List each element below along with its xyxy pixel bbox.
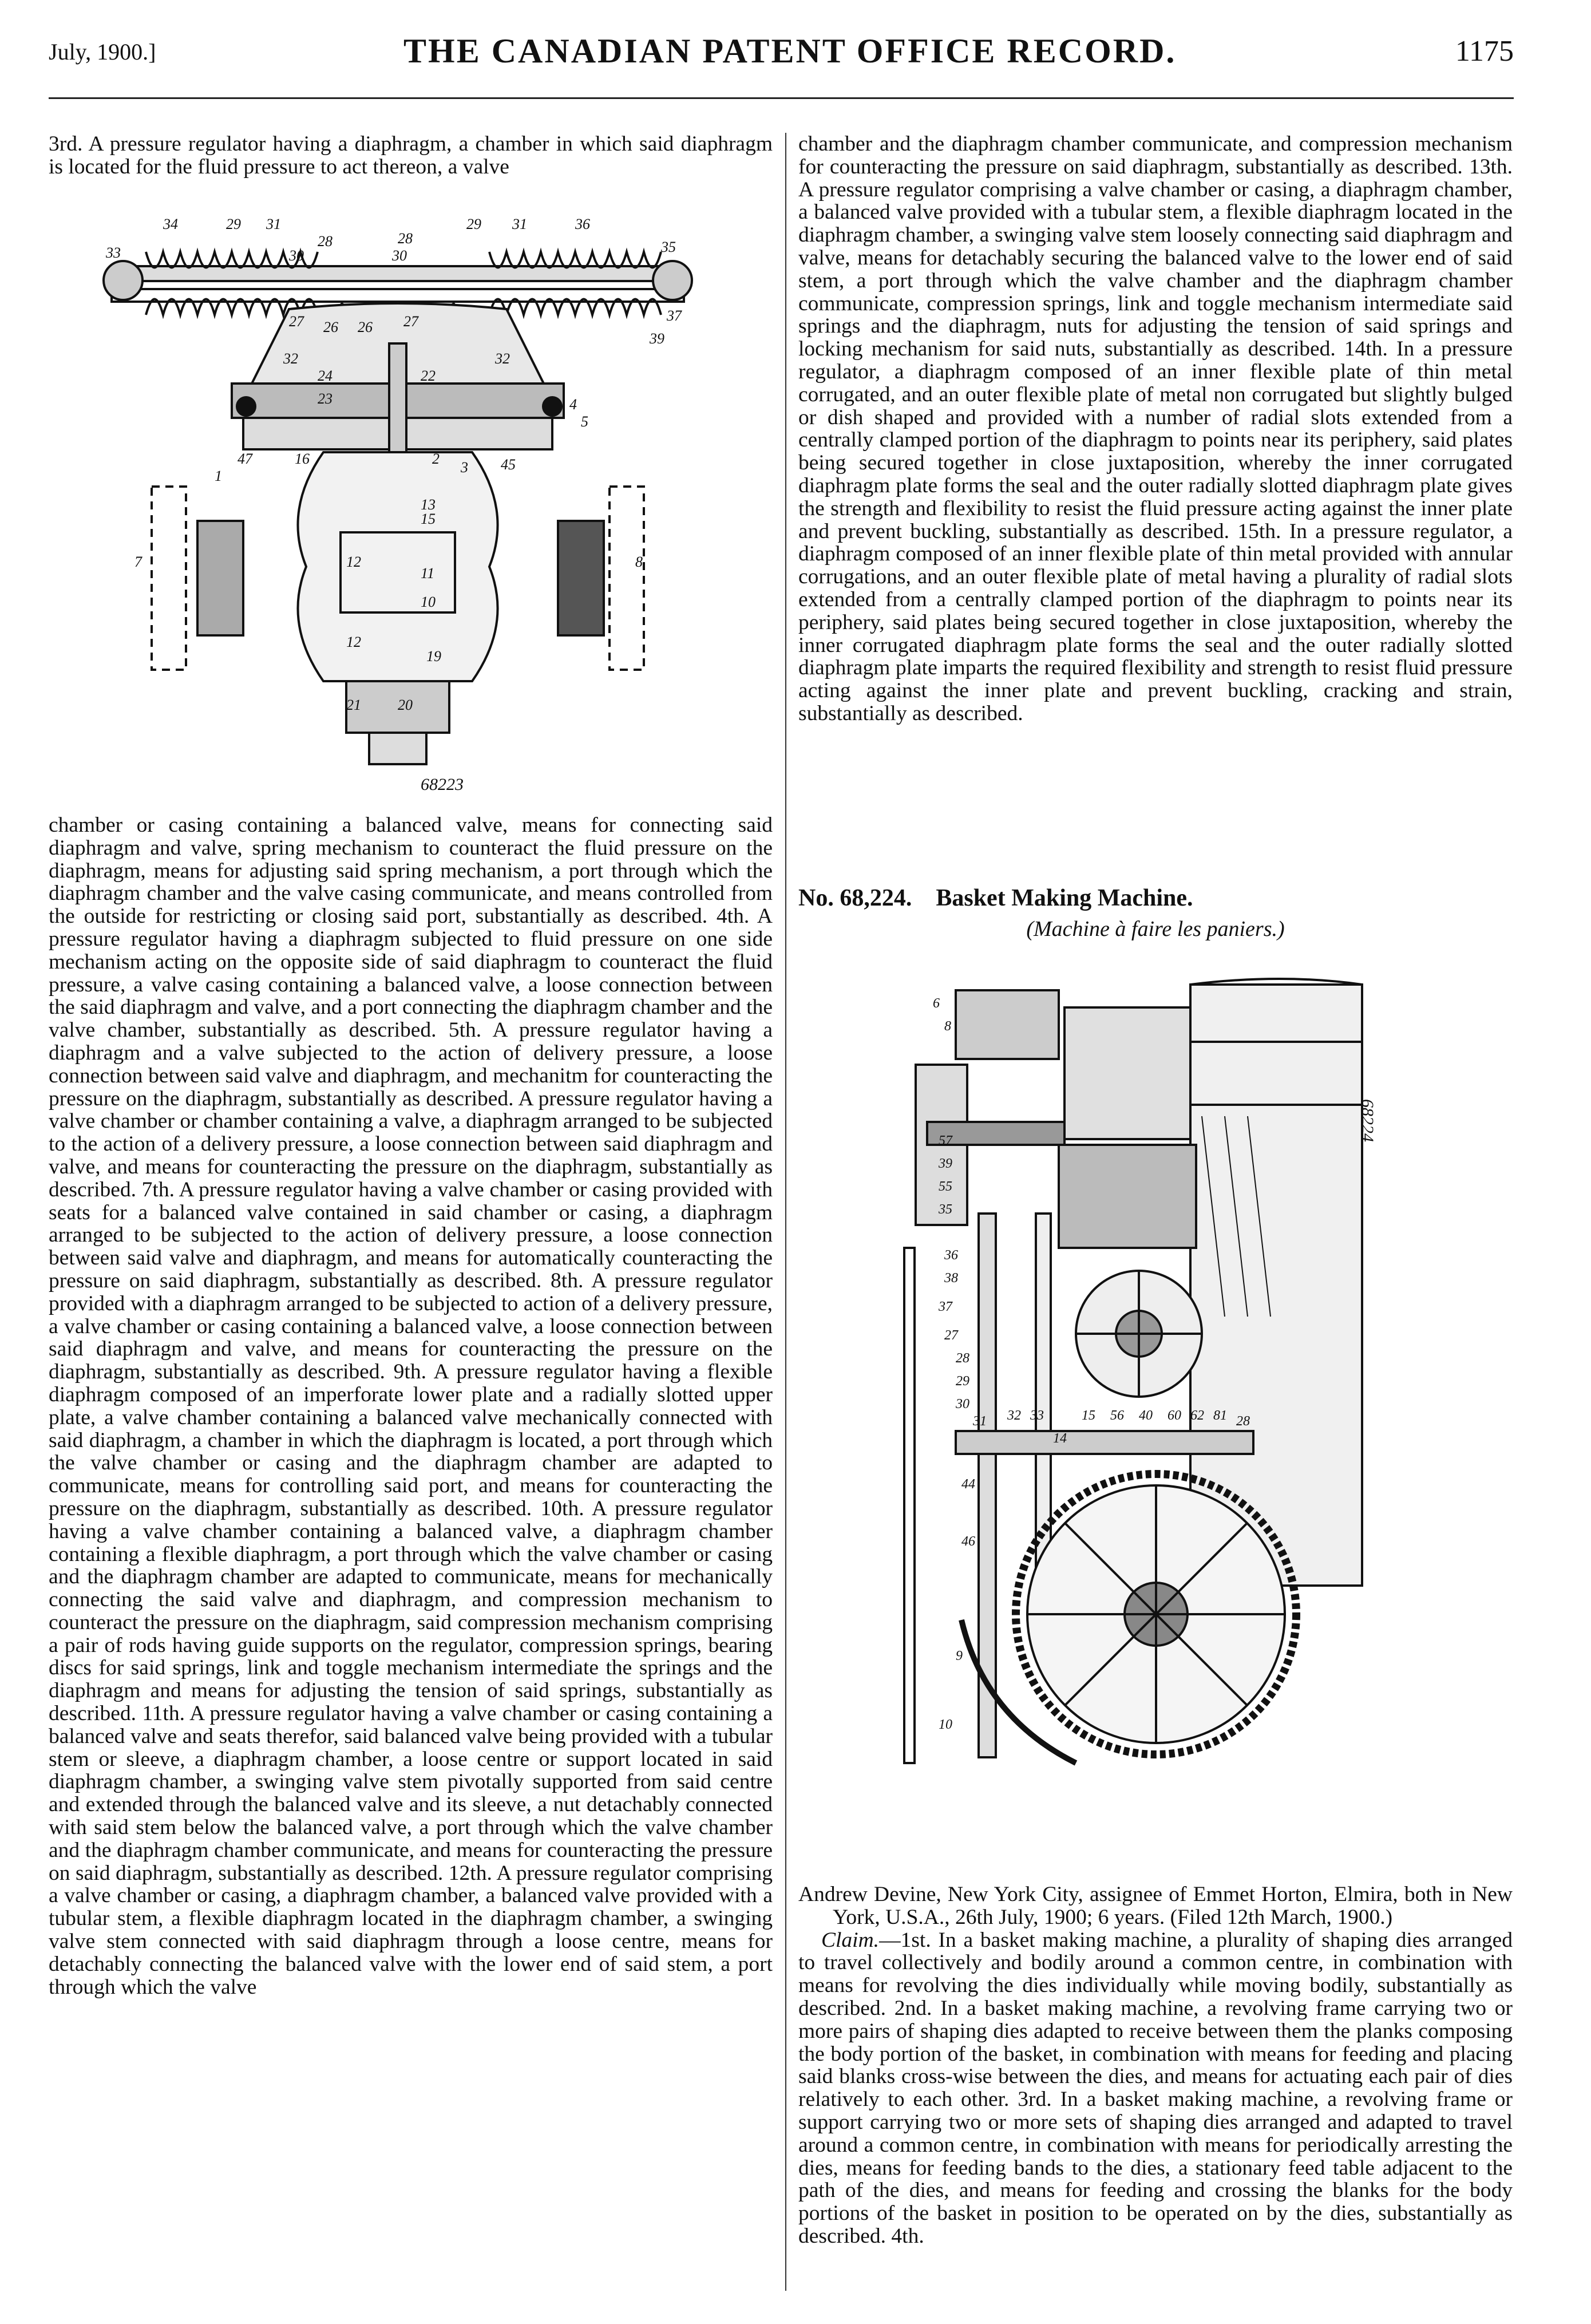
- figure-reference-label: 21: [346, 697, 361, 713]
- figure-reference-label: 15: [421, 511, 436, 527]
- figure-reference-label: 20: [398, 697, 413, 713]
- figure-reference-label: 35: [661, 239, 676, 255]
- figure-reference-label: 22: [421, 367, 436, 384]
- figure-reference-label: 16: [295, 450, 310, 467]
- figure-reference-label: 38: [944, 1271, 958, 1286]
- figure-reference-label: 12: [346, 634, 361, 650]
- figure-reference-label: 31: [973, 1414, 987, 1429]
- left-column-bottom-text: [49, 814, 773, 1998]
- pressure-regulator-figure: [100, 212, 707, 796]
- figure-reference-label: 3: [461, 459, 468, 476]
- right-column-top-text: [798, 133, 1513, 725]
- figure-reference-label: 24: [318, 367, 333, 384]
- figure-reference-label: 29: [226, 216, 241, 232]
- figure-reference-label: 36: [944, 1248, 958, 1263]
- figure-reference-label: 9: [956, 1649, 963, 1663]
- patent-grant-details: Andrew Devine, New York City, assignee of Emmet Horton, Elmira, both in New York, U.S.A., 26th July, 1900; 6 years. (Filed 12th March, 1900.): [798, 1883, 1513, 1929]
- figure-reference-label: 45: [501, 456, 516, 473]
- figure-reference-label: 5: [581, 413, 588, 430]
- claim-paragraph: 3rd. A pressure regulator having a diaphragm, a chamber in which said diaphragm is located for the fluid pressure to act thereon, a valve: [49, 132, 773, 179]
- figure-reference-label: 28: [1236, 1414, 1250, 1429]
- claim-paragraph: [798, 1929, 1513, 2248]
- figure-reference-label: 31: [512, 216, 527, 232]
- figure-reference-label: 23: [318, 390, 333, 407]
- patent-number: No. 68,224.: [798, 885, 912, 911]
- claim-paragraph: chamber and the diaphragm chamber communicate, and compression mechanism for counteracting the pressure on said diaphragm, substantially as described. 13th. A pressure regulator comprising a valve chamber or casing, a diaphragm chamber, a balanced valve provided with a tubular stem, a flexible diaphragm located in the diaphragm chamber, a swinging valve stem loosely connecting said diaphragm and valve, means for detachably securing the balanced valve to the lower end of said stem, a port through which the valve chamber and the diaphragm chamber communicate, compression springs, link and toggle mechanism intermediate said springs and the diaphragm, nuts for adjusting the tension of said springs and locking mechanism for said nuts, substantially as described. 14th. In a pressure regulator, a diaphragm composed of an inner flexible plate of thin metal corrugated, and an outer flexible plate of metal non corrugated but slightly bulged or dish shaped and provided with a number of radial slots extended from a centrally clamped portion of the diaphragm to points near its periphery, said plates being secured together in close juxtaposition, whereby the inner corrugated diaphragm plate forms the seal and the outer radially slotted diaphragm plate gives the strength and flexibility to resist the fluid pressure acting against the inner plate and prevent buckling, substantially as described. 15th. In a pressure regulator, a diaphragm composed of an inner flexible plate of thin metal provided with annular corrugations, and an outer flexible plate of metal having a plurality of radial slots extended from a centrally clamped portion of the diaphragm to points near its periphery, said plates being secured together in close juxtaposition, whereby the inner corrugated diaphragm plate forms the seal and the outer radially slotted diaphragm plate imparts the required flexibility and strength to resist fluid pressure acting against the inner plate and prevent buckling, cracking and strain, substantially as described.: [798, 132, 1513, 725]
- basket-machine-figure: [870, 973, 1385, 1786]
- figure-reference-label: 15: [1082, 1408, 1095, 1423]
- figure-reference-label: 32: [1007, 1408, 1021, 1423]
- figure-reference-label: 7: [134, 554, 142, 570]
- figure-reference-label: 19: [426, 648, 441, 665]
- figure-reference-label: 46: [961, 1534, 975, 1549]
- claim-paragraph: chamber or casing containing a balanced valve, means for connecting said diaphragm and valve, spring mechanism to counteract the fluid pressure on the diaphragm, means for adjusting said spring mechanism, a port through which the diaphragm chamber and the valve casing communicate, and means controlled from the outside for restricting or closing said port, substantially as described. 4th. A pressure regulator having a diaphragm subjected to fluid pressure on one side mechanism acting on the opposite side of said diaphragm to counteract the fluid pressure, a valve casing containing a balanced valve, a loose connection between the said diaphragm and valve, and a port connecting the diaphragm chamber and the valve chamber, substantially as described. 5th. A pressure regulator having a diaphragm and a valve subjected to the action of delivery pressure, a loose connection between said valve and diaphragm, and mechanitm for counteracting the pressure on the diaphragm, substantially as described. A pressure regulator having a valve chamber or chamber containing a valve, a diaphragm arranged to be subjected to the action of a delivery pressure, a loose connection between said diaphragm and valve, and means for counteracting the pressure on the diaphragm, substantially as described. 7th. A pressure regulator having a valve chamber or casing provided with seats for a balanced valve contained in said chamber or casing, a diaphragm arranged to be subjected to the action of delivery pressure, a loose connection between said valve and diaphragm, and means for automatically counteracting the pressure on said diaphragm, substantially as described. 8th. A pressure regulator provided with a diaphragm arranged to be subjected to action of a delivery pressure, a valve chamber or casing containing a balanced valve, a loose connection between said diaphragm and valve, and means for counteracting the pressure on the diaphragm, substantially as described. 9th. A pressure regulator having a flexible diaphragm composed of an imperforate lower plate and a radially slotted upper plate, a valve chamber containing a balanced valve mechanically connected with said diaphragm, a chamber in which the diaphragm is located, a port through which the valve chamber or casing and the diaphragm chamber are adapted to communicate, means for controlling said port, and means for counteracting the pressure on the diaphragm, substantially as described. 10th. A pressure regulator having a valve chamber containing a balanced valve, a diaphragm chamber containing a flexible diaphragm, a port through which the valve chamber or casing and the diaphragm chamber are adapted to communicate, means for mechanically connecting the said valve and diaphragm, and compression mechanism to counteract the pressure on the diaphragm, said compression mechanism comprising a pair of rods having guide supports on the regulator, compression springs, bearing discs for said springs, link and toggle mechanism intermediate the springs and the diaphragm and means for adjusting the tension of said springs, substantially as described. 11th. A pressure regulator having a valve chamber or casing containing a balanced valve and seats therefor, said balanced valve being provided with a tubular stem or sleeve, a diaphragm chamber, a loose centre or support located in said diaphragm chamber, a swinging valve stem pivotally supported from said centre and extended through the balanced valve and its sleeve, a nut detachably connected with said stem below the balanced valve, a port through which the valve chamber and the diaphragm chamber communicate, and means for counteracting the pressure on said diaphragm, substantially as described. 12th. A pressure regulator comprising a valve chamber or casing, a diaphragm chamber, a balanced valve provided with a tubular stem, a flexible diaphragm located in the diaphragm chamber, a swinging valve stem connected with said diaphragm through a loose centre, means for detachably connecting the balanced valve with the lower end of said stem, a port through which the valve: [49, 813, 773, 1999]
- page-number: 1175: [1455, 35, 1514, 68]
- figure-reference-label: 10: [421, 594, 436, 610]
- figure-reference-label: 27: [289, 313, 304, 330]
- figure-reference-label: 60: [1167, 1408, 1181, 1423]
- figure-reference-label: 8: [944, 1019, 951, 1034]
- figure-reference-label: 57: [939, 1133, 952, 1148]
- patent-title: Basket Making Machine.: [936, 885, 1193, 911]
- left-column-top-text: [49, 133, 773, 179]
- figure-reference-label: 12: [346, 554, 361, 570]
- figure-reference-label: 30: [289, 247, 304, 264]
- figure-reference-label: 37: [939, 1299, 952, 1314]
- figure-reference-label: 14: [1053, 1431, 1067, 1446]
- figure-reference-label: 6: [933, 996, 940, 1011]
- figure-reference-label: 29: [466, 216, 481, 232]
- figure-reference-label: 37: [667, 307, 682, 324]
- issue-date: July, 1900.]: [49, 39, 156, 65]
- figure-reference-label: 27: [403, 313, 418, 330]
- figure-reference-label: 56: [1110, 1408, 1124, 1423]
- regulator-figure-number: 68223: [421, 775, 464, 794]
- figure-reference-label: 30: [392, 247, 407, 264]
- figure-reference-label: 26: [358, 319, 373, 335]
- figure-reference-label: 40: [1139, 1408, 1153, 1423]
- header-rule: [49, 97, 1514, 99]
- figure-reference-label: 30: [956, 1397, 969, 1412]
- figure-reference-label: 34: [163, 216, 178, 232]
- figure-reference-label: 31: [266, 216, 281, 232]
- figure-reference-label: 28: [956, 1351, 969, 1366]
- figure-reference-label: 81: [1213, 1408, 1227, 1423]
- figure-reference-label: 33: [1030, 1408, 1044, 1423]
- claim-text: —1st. In a basket making machine, a plurality of shaping dies arranged to travel collectively and bodily around a common centre, in combination with means for revolving the dies individually while moving bodily, substantially as described. 2nd. In a basket making machine, a revolving frame carrying two or more pairs of shaping dies adapted to receive between them the planks composing the body portion of the basket, in combination with means for feeding and placing said blanks cross-wise between the dies, and means for actuating each pair of dies relatively to each other. 3rd. In a basket making machine, a revolving frame or support carrying two or more sets of shaping dies arranged and adapted to travel around a common centre, in combination with means for periodically arresting the dies, means for feeding bands to the dies, a stationary feed table adjacent to the path of the dies, and means for feeding and crossing the blanks for the body portions of the basket in position to be operated on by the dies, substantially as described. 4th.: [798, 1928, 1513, 2248]
- figure-reference-label: 55: [939, 1179, 952, 1194]
- figure-reference-label: 39: [939, 1156, 952, 1171]
- figure-reference-label: 13: [421, 496, 436, 513]
- figure-reference-label: 33: [106, 244, 121, 261]
- right-column-bottom-text: [798, 1883, 1513, 2248]
- figure-reference-label: 47: [238, 450, 252, 467]
- figure-reference-label: 27: [944, 1328, 958, 1343]
- figure-reference-label: 35: [939, 1202, 952, 1217]
- patent-title-french: (Machine à faire les paniers.): [1026, 917, 1285, 941]
- figure-reference-label: 8: [635, 554, 643, 570]
- publication-title: THE CANADIAN PATENT OFFICE RECORD.: [403, 32, 1177, 70]
- figure-reference-label: 32: [495, 350, 510, 367]
- figure-reference-label: 2: [432, 450, 440, 467]
- basket-figure-number: 68224: [1358, 1099, 1377, 1142]
- column-divider: [785, 133, 786, 2291]
- page-header: [49, 31, 1514, 72]
- figure-reference-label: 28: [318, 233, 333, 250]
- figure-reference-label: 32: [283, 350, 298, 367]
- figure-reference-label: 10: [939, 1717, 952, 1732]
- figure-reference-label: 29: [956, 1374, 969, 1389]
- figure-reference-label: 44: [961, 1477, 975, 1492]
- claim-lead: Claim.: [821, 1928, 880, 1952]
- figure-reference-label: 4: [569, 396, 577, 413]
- figure-reference-label: 28: [398, 230, 413, 247]
- figure-reference-label: 39: [650, 330, 664, 347]
- figure-reference-label: 1: [215, 468, 222, 484]
- figure-reference-label: 62: [1190, 1408, 1204, 1423]
- figure-reference-label: 26: [323, 319, 338, 335]
- patent-heading: [798, 884, 1513, 942]
- figure-reference-label: 11: [421, 565, 435, 582]
- figure-reference-label: 36: [575, 216, 590, 232]
